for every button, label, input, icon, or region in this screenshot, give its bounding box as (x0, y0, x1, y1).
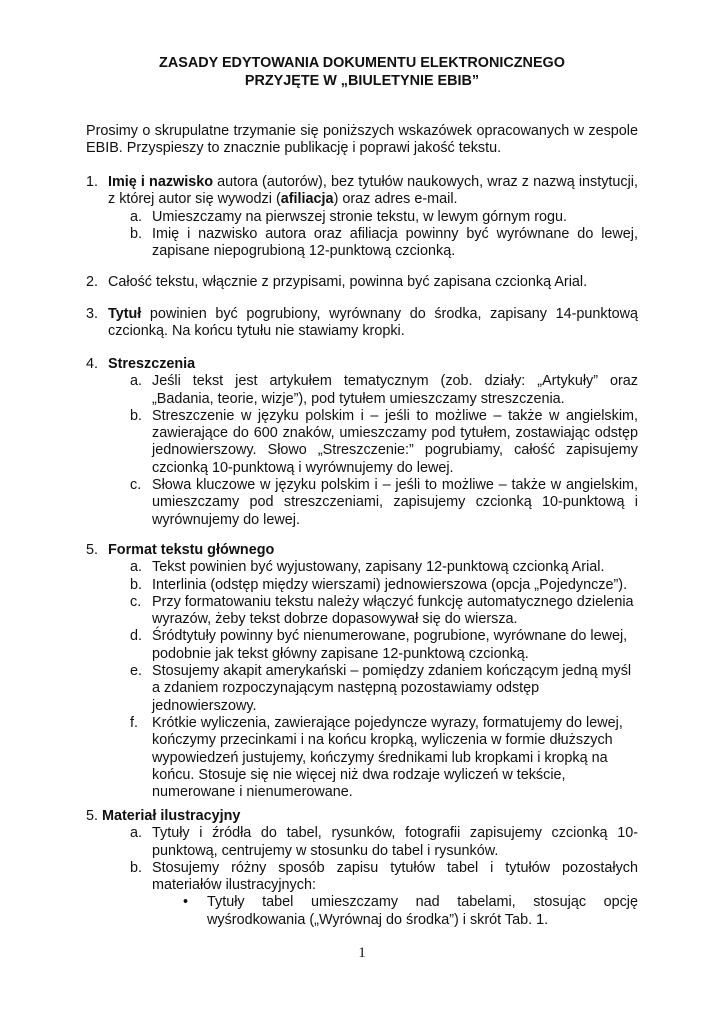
list-item (130, 408, 638, 477)
list-item (130, 594, 638, 629)
list-item (130, 373, 638, 408)
list-item (130, 577, 638, 594)
section-2-body: Całość tekstu, włącznie z przypisami, powinna być zapisana czcionką Arial. (108, 274, 588, 290)
item-text: Przy formatowaniu tekstu należy włączyć funkcję automatycznego dzielenia wyrazów, żeby tekst dobrze dopasowywał się do wiersza. (152, 593, 634, 628)
list-item (130, 715, 638, 801)
title-line-2: PRZYJĘTE W „BIULETYNIE EBIB” (244, 72, 480, 89)
list-item (130, 226, 638, 261)
list-item (130, 559, 638, 576)
item-letter: c. (130, 593, 142, 610)
list-item (130, 860, 638, 895)
section-number: 4. (86, 356, 99, 372)
item-letter: b. (130, 225, 143, 242)
item-text: Imię i nazwisko autora oraz afiliacja powinny być wyrównane do lewej, zapisane niepogrubioną 12-punktową czcionką. (152, 225, 638, 260)
item-text: Jeśli tekst jest artykułem tematycznym (zob. działy: „Artykuły” oraz „Badania, teorie, wizje”), pod tytułem umieszczamy streszczenia. (152, 373, 638, 407)
item-letter: f. (130, 714, 138, 731)
item-text: Tytuły tabel umieszczamy nad tabelami, stosując opcję wyśrodkowania („Wyrównaj do środka”) i skrót Tab. 1. (207, 894, 638, 928)
item-letter: b. (130, 407, 143, 424)
list-item (130, 209, 638, 226)
item-text: Streszczenie w języku polskim i – jeśli to możliwe – także w angielskim, zawierające do 600 znaków, umieszczamy pod tytułem, zostawiając odstęp jednowierszowy. Słowo „Streszczenie:” pogrubiamy, całość zapisujemy czcionką 10-punktową i wyrównujemy do lewej. (152, 407, 638, 476)
item-text: Tekst powinien być wyjustowany, zapisany 12-punktową czcionką Arial. (152, 559, 605, 576)
intro-paragraph: Prosimy o skrupulatne trzymanie się poniższych wskazówek opracowanych w zespole EBIB. Przyspieszy to znacznie publikację i poprawi jakość tekstu. (86, 123, 638, 157)
list-item (130, 477, 638, 529)
section-1-body (108, 174, 638, 209)
bullet-item (183, 894, 638, 929)
item-text: Krótkie wyliczenia, zawierające pojedyncze wyrazy, formatujemy do lewej, kończymy przecinkami i na końcu kropką, wyliczenia w formie dłuższych wypowiedzeń justujemy, kończymy średnikami lub kropkami i kropką na końcu. Stosuje się nie więcej niż dwa rodzaje wyliczeń w tekście, numerowane i nienumerowane. (152, 714, 623, 801)
section-heading-line (86, 808, 638, 825)
bold-term: afiliacja (280, 191, 334, 208)
section-6 (86, 808, 638, 929)
item-text: Słowa kluczowe w języku polskim i – jeśli to możliwe – także w angielskim, umieszczamy pod streszczeniami, zapisujemy czcionką 10-punktową i wyrównujemy do lewej. (152, 477, 638, 528)
section-text: autora (autorów), bez tytułów naukowych, wraz z nazwą instytucji, z której autor się wywodzi ( (108, 174, 638, 208)
section-2 (86, 274, 638, 291)
item-letter: e. (130, 663, 143, 680)
item-text: Tytuły i źródła do tabel, rysunków, fotografii zapisujemy czcionką 10-punktową, centrujemy w stosunku do tabel i rysunków. (152, 825, 638, 859)
list-item (130, 825, 638, 860)
title-line-1: ZASADY EDYTOWANIA DOKUMENTU ELEKTRONICZNEGO (159, 55, 565, 71)
section-number: 2. (86, 274, 99, 290)
section-number: 1. (86, 174, 99, 190)
section-text: ) oraz adres e-mail. (333, 191, 458, 208)
item-letter: c. (130, 477, 142, 494)
section-number: 5. (86, 808, 99, 824)
item-letter: b. (130, 576, 143, 593)
item-letter: a. (130, 373, 143, 390)
item-letter: b. (130, 859, 143, 876)
section-text: powinien być pogrubiony, wyrównany do środka, zapisany 14-punktową czcionką. Na końcu tytułu nie stawiamy kropki. (108, 306, 638, 340)
item-letter: a. (130, 559, 143, 576)
list-item (130, 663, 638, 715)
item-text: Stosujemy akapit amerykański – pomiędzy zdaniem kończącym jedną myśl a zdaniem rozpoczynającym następną pozostawiamy odstęp jednowierszowy. (152, 663, 632, 714)
section-heading: Streszczenia (108, 356, 196, 372)
bold-term: Tytuł (108, 306, 142, 322)
section-heading: Materiał ilustracyjny (102, 808, 241, 824)
item-text: Umieszczamy na pierwszej stronie tekstu, w lewym górnym rogu. (152, 208, 568, 225)
section-3 (86, 306, 638, 341)
section-number: 3. (86, 306, 99, 322)
section-3-body (108, 306, 638, 341)
bullet-icon: • (183, 894, 189, 911)
section-heading: Format tekstu głównego (108, 542, 275, 558)
item-letter: a. (130, 208, 143, 225)
section-4 (86, 356, 638, 529)
item-letter: d. (130, 628, 143, 645)
list-item (130, 628, 638, 663)
section-1 (86, 174, 638, 260)
bold-term: Imię i nazwisko (108, 174, 214, 190)
section-5 (86, 542, 638, 801)
item-text: Stosujemy różny sposób zapisu tytułów tabel i tytułów pozostałych materiałów ilustracyjnych: (152, 859, 638, 894)
item-text: Śródtytuły powinny być nienumerowane, pogrubione, wyrównane do lewej, podobnie jak tekst główny zapisane 12-punktową czcionką. (152, 628, 628, 662)
section-number: 5. (86, 542, 99, 558)
item-text: Interlinia (odstęp między wierszami) jednowierszowa (opcja „Pojedyncze”). (152, 576, 628, 593)
document-title (86, 55, 638, 90)
item-letter: a. (130, 825, 143, 842)
page-number: 1 (358, 945, 366, 961)
